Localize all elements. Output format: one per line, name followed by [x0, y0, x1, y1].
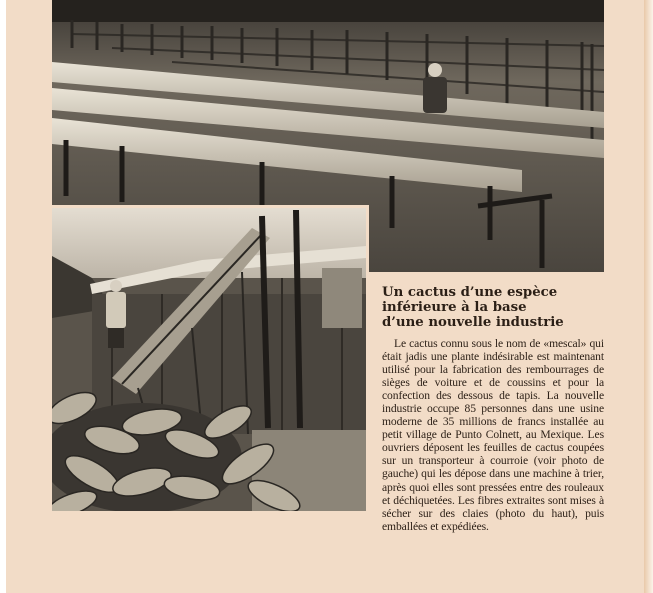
article-body: Le cactus connu sous le nom de «mescal» qui était jadis une plante indésirable est maintenant utilisé pour la fabrication des rembourrages de sièges de voiture et de coussins et pour la confection des dessous de tapis. La nouvelle industrie occupe 85 personnes dans une usine moderne de 35 millions de francs installée au petit village de Punto Colnett, au Mexique. Les ouvriers déposent les feuilles de cactus coupées sur un transporteur à courroie (voir photo de gauche) qui les dépose dans une machine à trier, après quoi elles sont pressées entre des rouleaux et déchiquetées. Les fibres extraites sont mises à sécher sur des claies (photo du haut), puis emballées et expédiées. — [382, 337, 604, 533]
page-edge — [644, 0, 653, 593]
article-headline — [382, 285, 604, 330]
headline-line-1: Un cactus d’une espèce — [382, 285, 558, 300]
headline-line-3: d’une nouvelle industrie — [382, 315, 564, 330]
conveyor-image — [52, 208, 366, 511]
headline-line-2: inférieure à la base — [382, 300, 527, 315]
article — [382, 285, 604, 533]
photo-conveyor — [52, 205, 369, 511]
